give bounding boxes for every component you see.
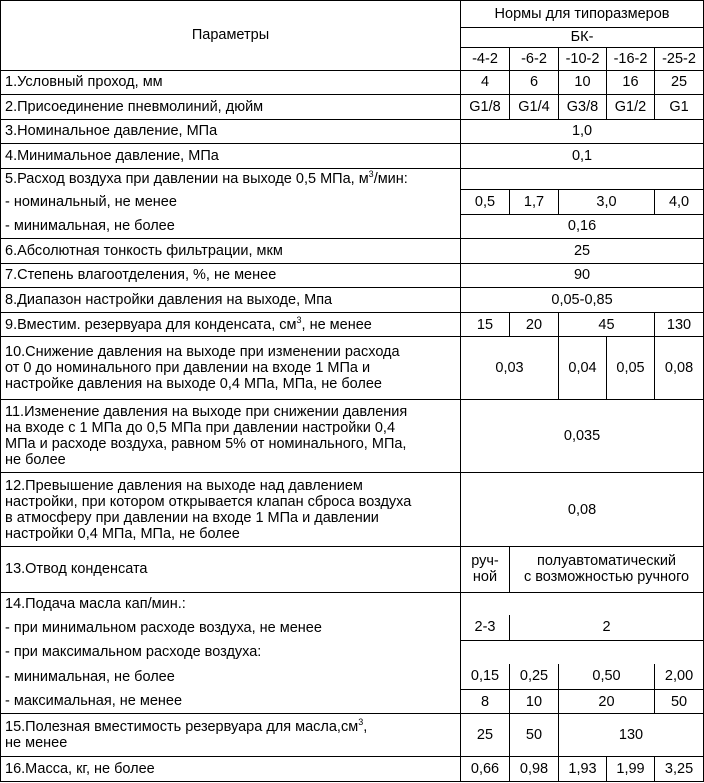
row-sublabel: - при максимальном расходе воздуха:: [1, 640, 461, 664]
cell-value: 0,035: [461, 399, 704, 473]
table-row: [1, 190, 704, 215]
row-sublabel: - минимальная, не более: [1, 664, 461, 690]
table-row: [1, 592, 704, 614]
cell-value: 2,00: [655, 664, 704, 690]
cell-value: 0,15: [461, 664, 510, 690]
row-label: 16.Масса, кг, не более: [1, 757, 461, 782]
header-size-1: -4-2: [461, 48, 510, 70]
cell-value: 8: [461, 689, 510, 714]
header-params: Параметры: [1, 1, 461, 71]
cell-value: 25: [461, 239, 704, 264]
cell-value: 0,05: [607, 337, 655, 399]
header-series: БК-: [461, 27, 704, 47]
cell-value: 15: [461, 312, 510, 337]
row-label: 14.Подача масла кап/мин.:: [1, 592, 461, 614]
cell-value: G3/8: [559, 95, 607, 120]
table-row: [1, 664, 704, 690]
cell-value: 45: [559, 312, 655, 337]
header-norms: Нормы для типоразмеров: [461, 1, 704, 28]
table-row: [1, 399, 704, 473]
table-row: [1, 95, 704, 120]
table-row: [1, 473, 704, 547]
header-size-5: -25-2: [655, 48, 704, 70]
cell-value: 6: [510, 70, 559, 95]
cell-value: 4: [461, 70, 510, 95]
cell-value: 0,5: [461, 190, 510, 215]
cell-value: 1,93: [559, 757, 607, 782]
cell-value: 10: [510, 689, 559, 714]
cell-value: G1/8: [461, 95, 510, 120]
header-size-3: -10-2: [559, 48, 607, 70]
row-label: 15.Полезная вместимость резервуара для $масла,см^3$, не менее: [1, 714, 461, 757]
cell-value: 25: [461, 714, 510, 757]
cell-value: G1/4: [510, 95, 559, 120]
row-label: 13.Отвод конденсата: [1, 546, 461, 592]
cell-value: 2: [510, 615, 704, 641]
cell-value: 90: [461, 263, 704, 288]
table-row: [1, 615, 704, 641]
cell-value: 20: [510, 312, 559, 337]
cell-value: 0,98: [510, 757, 559, 782]
row-label: 8.Диапазон настройки давления на выходе, Мпа: [1, 288, 461, 313]
cell-value: 0,66: [461, 757, 510, 782]
cell-semi-automatic: полуавтоматический с возможностью ручного: [510, 546, 704, 592]
table-row: [1, 168, 704, 189]
cell-value: 16: [607, 70, 655, 95]
row-label: 2.Присоединение пневмолиний, дюйм: [1, 95, 461, 120]
table-row: [1, 239, 704, 264]
cell-value: G1/2: [607, 95, 655, 120]
cell-value: 3,25: [655, 757, 704, 782]
cell-value: 25: [655, 70, 704, 95]
cell-value: 130: [655, 312, 704, 337]
cell-value: 0,25: [510, 664, 559, 690]
row-label: 1.Условный проход, мм: [1, 70, 461, 95]
row-label: 5.Расход воздуха при давлении на выходе 0,5 МПа, $м^3$/мин:: [1, 168, 461, 189]
row-label: 10.Снижение давления на выходе при изменении расхода от 0 до номинального при давлении на входе 1 МПа и настройке давления на выходе 0,4 МПа, МПа, не более: [1, 337, 461, 399]
header-size-4: -16-2: [607, 48, 655, 70]
table-row: [1, 757, 704, 782]
cell-value: 1,0: [461, 119, 704, 144]
table-row: [1, 689, 704, 714]
cell-manual: руч- ной: [461, 546, 510, 592]
cell-value: 2-3: [461, 615, 510, 641]
table-row: [1, 214, 704, 239]
row-sublabel: - максимальная, не менее: [1, 689, 461, 714]
row-label: 3.Номинальное давление, МПа: [1, 119, 461, 144]
row-sublabel: - при минимальном расходе воздуха, не менее: [1, 615, 461, 641]
table-row: [1, 312, 704, 337]
table-row: [1, 640, 704, 664]
cell-value: 130: [559, 714, 704, 757]
cell-value: 0,16: [461, 214, 704, 239]
table-row: [1, 288, 704, 313]
row-label: 9.Вместим. резервуара для конденсата, $см^3$, не менее: [1, 312, 461, 337]
cell-value: 0,05-0,85: [461, 288, 704, 313]
cell-value: 10: [559, 70, 607, 95]
table-row: [1, 714, 704, 757]
table-row: [1, 546, 704, 592]
cell-value: 50: [510, 714, 559, 757]
cell-value: 0,1: [461, 144, 704, 169]
row-label: 4.Минимальное давление, МПа: [1, 144, 461, 169]
cell-value: 3,0: [559, 190, 655, 215]
cell-value: 20: [559, 689, 655, 714]
row-label: 6.Абсолютная тонкость фильтрации, мкм: [1, 239, 461, 264]
cell-value: 0,50: [559, 664, 655, 690]
row-sublabel: - номинальный, не менее: [1, 190, 461, 215]
cell-value: 0,08: [461, 473, 704, 547]
row-sublabel: - минимальная, не более: [1, 214, 461, 239]
row-label: 11.Изменение давления на выходе при снижении давления на входе с 1 МПа до 0,5 МПа при давлении настройки 0,4 МПа и расходе воздуха, равном 5% от номинального, МПа, не более: [1, 399, 461, 473]
cell-value: 4,0: [655, 190, 704, 215]
table-row: [1, 119, 704, 144]
cell-value: 0,04: [559, 337, 607, 399]
cell-value: G1: [655, 95, 704, 120]
header-size-2: -6-2: [510, 48, 559, 70]
table-row: [1, 144, 704, 169]
table-row: [1, 70, 704, 95]
cell-value: 0,08: [655, 337, 704, 399]
cell-value: 1,99: [607, 757, 655, 782]
table-row: [1, 337, 704, 399]
cell-value: 50: [655, 689, 704, 714]
cell-value: 0,03: [461, 337, 559, 399]
table-row: [1, 263, 704, 288]
row-label: 7.Степень влагоотделения, %, не менее: [1, 263, 461, 288]
row-label: 12.Превышение давления на выходе над давлением настройки, при котором открывается клапан сброса воздуха в атмосферу при давлении на входе 1 МПа и давлении настройки 0,4 МПа, МПа, не более: [1, 473, 461, 547]
cell-value: 1,7: [510, 190, 559, 215]
